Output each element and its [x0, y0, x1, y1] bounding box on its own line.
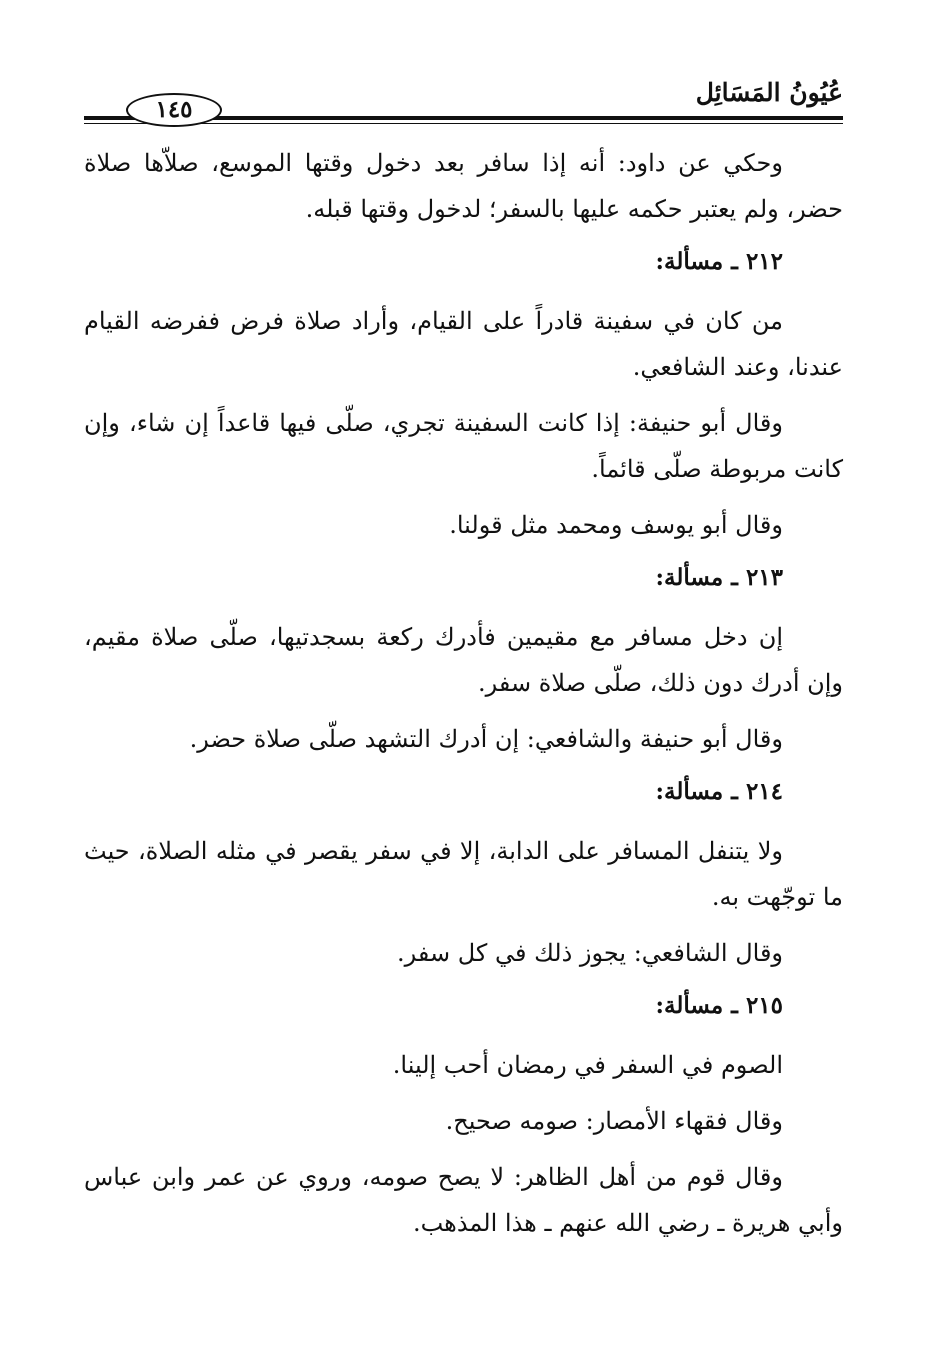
paragraph: وقال فقهاء الأمصار: صومه صحيح. — [445, 1107, 783, 1135]
paragraph: إن دخل مسافر مع مقيمين فأدرك ركعة بسجدتيها، صلّى صلاة مقيم، وإن أدرك دون ذلك، صلّى صلاة سفر. — [84, 623, 843, 697]
paragraph: وقال أبو يوسف ومحمد مثل قولنا. — [449, 511, 783, 539]
paragraph: ولا يتنفل المسافر على الدابة، إلا في سفر يقصر في مثله الصلاة، حيث ما توجّهت به. — [84, 837, 843, 911]
section-heading: ٢١٢ ـ مسألة: — [655, 248, 783, 275]
paragraph: من كان في سفينة قادراً على القيام، وأراد صلاة فرض ففرضه القيام عندنا، وعند الشافعي. — [84, 307, 843, 381]
paragraph: وحكي عن داود: أنه إذا سافر بعد دخول وقتها الموسع، صلاّها صلاة حضر، ولم يعتبر حكمه عليها بالسفر؛ لدخول وقتها قبله. — [84, 149, 843, 223]
paragraph: وقال أبو حنيفة والشافعي: إن أدرك التشهد صلّى صلاة حضر. — [189, 725, 783, 753]
paragraph: وقال قوم من أهل الظاهر: لا يصح صومه، وروي عن عمر وابن عباس وأبي هريرة ـ رضي الله عنهم ـ هذا المذهب. — [84, 1163, 843, 1237]
page-number-badge: ١٤٥ — [126, 93, 222, 127]
section-heading: ٢١٥ ـ مسألة: — [655, 992, 783, 1019]
section-heading: ٢١٣ ـ مسألة: — [655, 564, 783, 591]
paragraph: وقال الشافعي: يجوز ذلك في كل سفر. — [396, 939, 783, 967]
running-title: عُيُونُ المَسَائِل — [695, 78, 843, 107]
paragraph: وقال أبو حنيفة: إذا كانت السفينة تجري، صلّى فيها قاعداً إن شاء، وإن كانت مربوطة صلّى قائماً. — [84, 409, 843, 483]
paragraph: الصوم في السفر في رمضان أحب إلينا. — [392, 1051, 783, 1079]
page-body — [84, 140, 843, 1256]
section-heading: ٢١٤ ـ مسألة: — [655, 778, 783, 805]
